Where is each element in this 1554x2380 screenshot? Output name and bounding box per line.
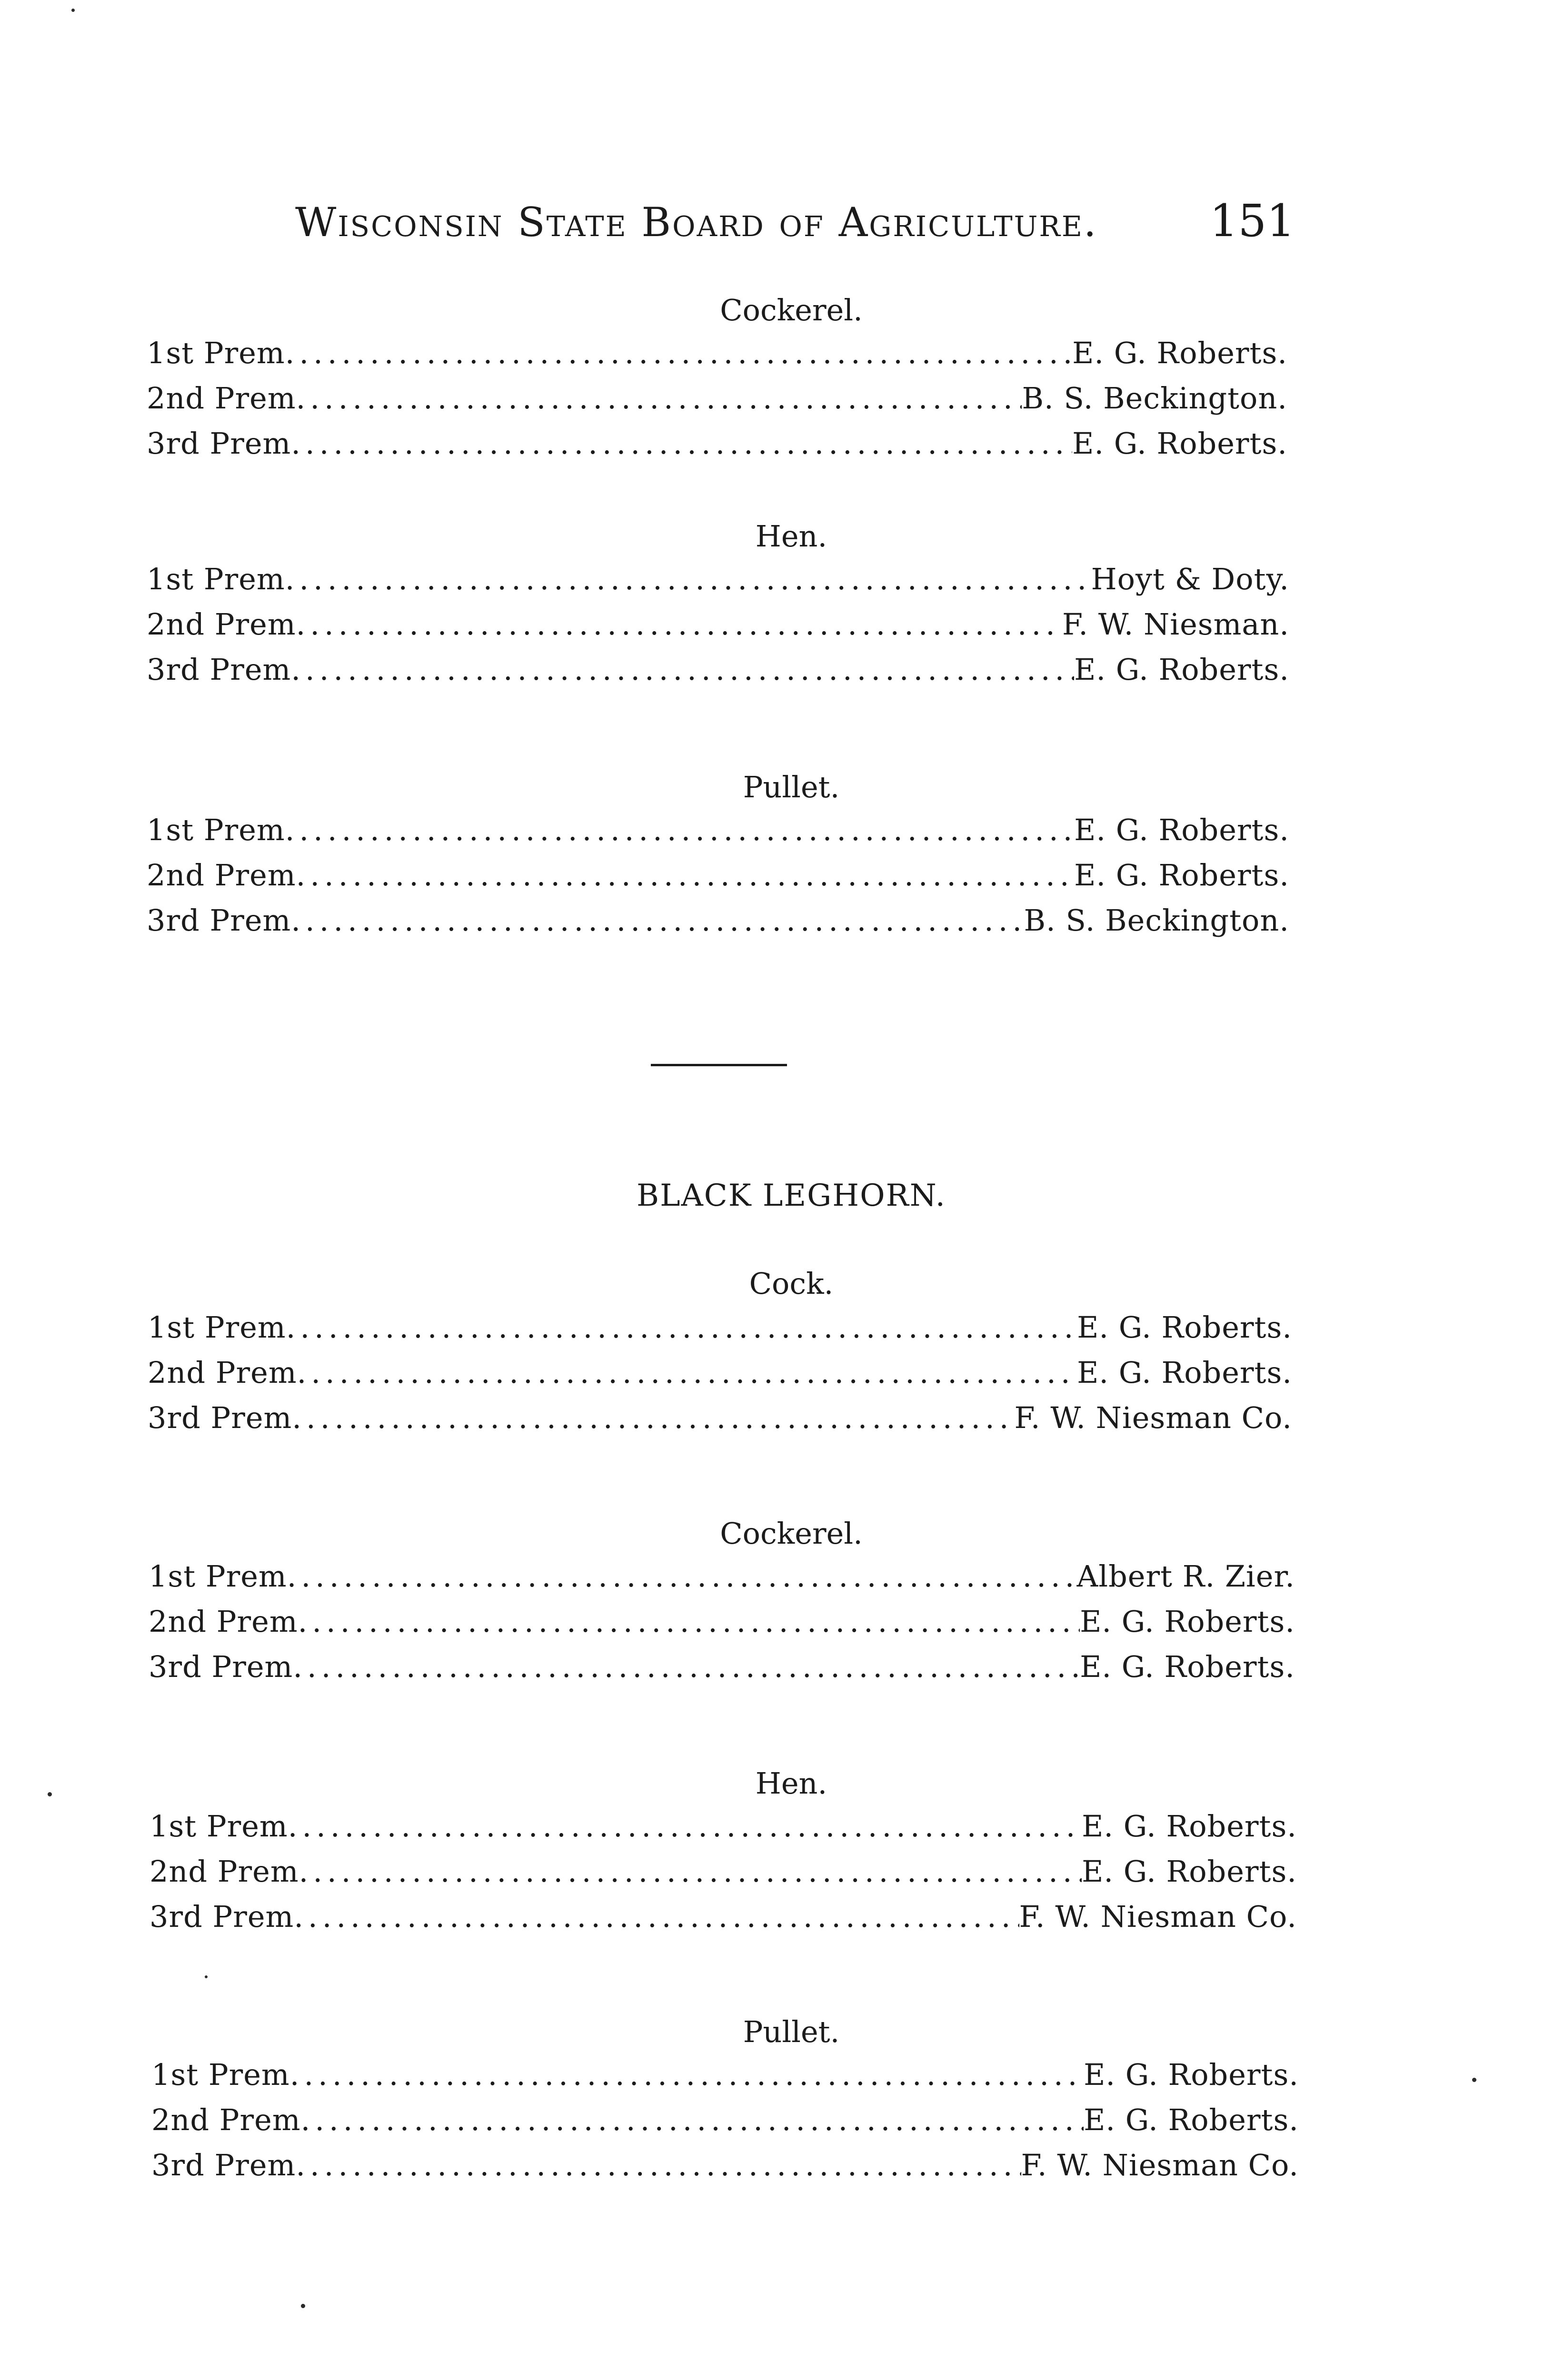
group-heading: Hen. <box>755 519 827 554</box>
winner-name: E. G. Roberts. <box>1082 1809 1297 1844</box>
winner-name: E. G. Roberts. <box>1072 336 1287 370</box>
premium-entry <box>148 1400 1292 1438</box>
group-heading: Pullet. <box>743 2014 840 2049</box>
scan-speck <box>301 2304 305 2308</box>
premium-label: 3rd Prem <box>149 1649 293 1684</box>
winner-name: E. G. Roberts. <box>1072 426 1287 461</box>
winner-name: E. G. Roberts. <box>1082 1854 1297 1889</box>
premium-label: 3rd Prem <box>148 1400 292 1435</box>
premium-label: 2nd Prem <box>148 1355 297 1390</box>
dot-leader <box>287 1559 1077 1594</box>
dot-leader <box>291 652 1074 687</box>
dot-leader <box>296 381 1022 416</box>
winner-name: F. W. Niesman Co. <box>1019 1899 1297 1934</box>
premium-entry <box>151 2057 1299 2095</box>
winner-name: E. G. Roberts. <box>1077 1355 1292 1390</box>
dot-leader <box>285 813 1074 847</box>
winner-name: E. G. Roberts. <box>1074 813 1289 847</box>
premium-label: 2nd Prem <box>147 607 296 642</box>
dot-leader <box>286 1310 1077 1345</box>
winner-name: E. G. Roberts. <box>1084 2057 1299 2092</box>
winner-name: Hoyt & Doty. <box>1091 562 1289 596</box>
premium-entry <box>149 1809 1297 1847</box>
premium-label: 1st Prem <box>149 1559 287 1594</box>
premium-entry <box>149 1604 1295 1642</box>
premium-entry <box>149 1559 1295 1597</box>
premium-entry <box>147 562 1289 600</box>
page-header <box>295 195 1295 256</box>
dot-leader <box>291 903 1024 938</box>
premium-entry <box>147 858 1289 896</box>
group-heading: Cockerel. <box>720 1516 863 1551</box>
premium-label: 2nd Prem <box>147 381 296 416</box>
winner-name: E. G. Roberts. <box>1074 858 1289 892</box>
premium-entry <box>148 1310 1292 1348</box>
winner-name: Albert R. Zier. <box>1076 1559 1295 1594</box>
dot-leader <box>296 607 1062 642</box>
group-heading: Pullet. <box>743 770 840 804</box>
premium-label: 3rd Prem <box>147 903 291 938</box>
premium-entry <box>149 1649 1295 1687</box>
premium-label: 2nd Prem <box>149 1854 299 1889</box>
premium-label: 3rd Prem <box>147 426 291 461</box>
winner-name: E. G. Roberts. <box>1084 2102 1299 2137</box>
dot-leader <box>288 1809 1082 1844</box>
dot-leader <box>292 1400 1014 1435</box>
dot-leader <box>296 858 1075 892</box>
scan-speck <box>1472 2078 1476 2082</box>
premium-entry <box>151 2148 1299 2186</box>
running-title: Wisconsin State Board of Agriculture. <box>295 199 1098 246</box>
winner-name: E. G. Roberts. <box>1077 1310 1292 1345</box>
premium-label: 3rd Prem <box>147 652 291 687</box>
group-heading: Hen. <box>755 1766 827 1801</box>
scan-speck <box>48 1792 52 1796</box>
dot-leader <box>293 1649 1080 1684</box>
group-heading: Cockerel. <box>720 293 863 327</box>
premium-label: 1st Prem <box>149 1809 288 1844</box>
dot-leader <box>297 1355 1077 1390</box>
premium-label: 1st Prem <box>148 1310 286 1345</box>
premium-label: 2nd Prem <box>149 1604 298 1639</box>
dot-leader <box>301 2102 1084 2137</box>
dot-leader <box>299 1854 1082 1889</box>
premium-entry <box>147 652 1289 690</box>
premium-entry <box>148 1355 1292 1393</box>
premium-label: 3rd Prem <box>151 2148 296 2182</box>
premium-label: 1st Prem <box>147 562 285 596</box>
page-number: 151 <box>1209 195 1295 247</box>
premium-entry <box>149 1899 1297 1937</box>
premium-entry <box>147 336 1287 374</box>
group-heading: Cock. <box>749 1266 834 1301</box>
section-divider <box>651 1064 787 1066</box>
section-title: BLACK LEGHORN. <box>637 1178 946 1213</box>
premium-label: 1st Prem <box>147 813 285 847</box>
premium-label: 2nd Prem <box>147 858 296 892</box>
scan-speck <box>205 1975 208 1978</box>
premium-entry <box>147 903 1289 941</box>
premium-entry <box>147 607 1289 645</box>
dot-leader <box>285 562 1091 596</box>
premium-entry <box>151 2102 1299 2141</box>
winner-name: F. W. Niesman. <box>1062 607 1289 642</box>
dot-leader <box>285 336 1072 370</box>
premium-label: 1st Prem <box>147 336 285 370</box>
winner-name: F. W. Niesman Co. <box>1021 2148 1299 2182</box>
dot-leader <box>296 2148 1021 2182</box>
premium-label: 3rd Prem <box>149 1899 294 1934</box>
dot-leader <box>290 2057 1084 2092</box>
premium-entry <box>147 381 1287 419</box>
dot-leader <box>298 1604 1080 1639</box>
winner-name: E. G. Roberts. <box>1080 1649 1295 1684</box>
dot-leader <box>294 1899 1019 1934</box>
winner-name: E. G. Roberts. <box>1074 652 1289 687</box>
premium-entry <box>149 1854 1297 1892</box>
winner-name: B. S. Beckington. <box>1022 381 1287 416</box>
dot-leader <box>291 426 1072 461</box>
winner-name: E. G. Roberts. <box>1080 1604 1295 1639</box>
premium-label: 1st Prem <box>151 2057 290 2092</box>
scan-speck <box>71 9 75 12</box>
winner-name: F. W. Niesman Co. <box>1014 1400 1292 1435</box>
premium-entry <box>147 426 1287 464</box>
winner-name: B. S. Beckington. <box>1024 903 1289 938</box>
premium-label: 2nd Prem <box>151 2102 301 2137</box>
premium-entry <box>147 813 1289 851</box>
